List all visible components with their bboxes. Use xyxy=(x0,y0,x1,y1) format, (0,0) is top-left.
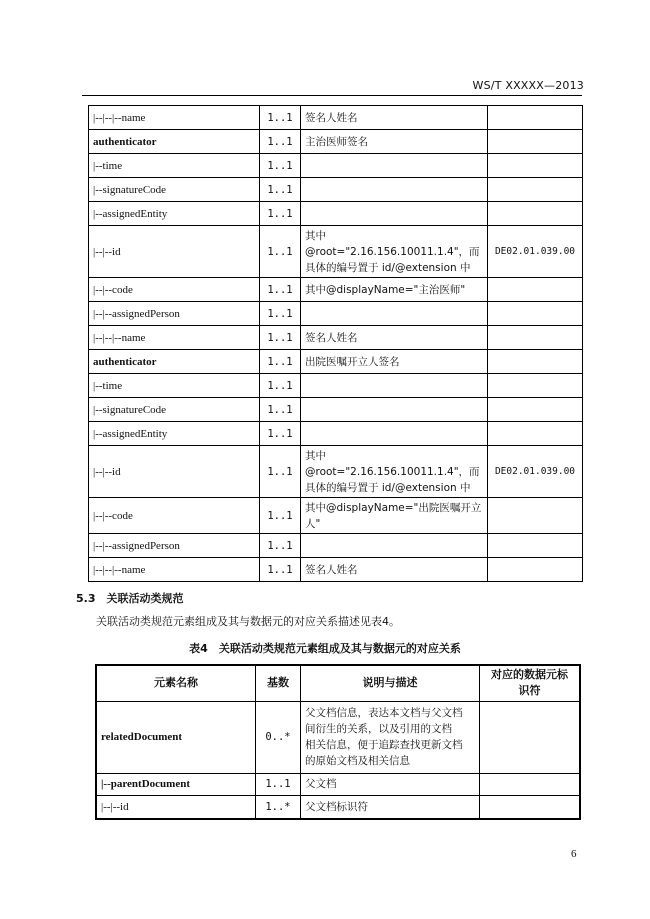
data-element-id-cell xyxy=(480,773,581,795)
signature-table xyxy=(88,105,583,582)
description-cell xyxy=(301,154,488,178)
page-number: 6 xyxy=(571,848,577,860)
table-row xyxy=(89,154,583,178)
description-cell: 出院医嘱开立人签名 xyxy=(301,350,488,374)
data-element-id-cell xyxy=(488,350,583,374)
element-name-cell: |--signatureCode xyxy=(89,178,260,202)
data-element-id-cell xyxy=(488,130,583,154)
table4 xyxy=(95,664,581,820)
element-name-cell: |--|--assignedPerson xyxy=(89,302,260,326)
data-element-id-cell xyxy=(488,558,583,582)
data-element-id-cell xyxy=(488,374,583,398)
description-cell xyxy=(301,795,480,819)
cardinality-cell: 1..1 xyxy=(260,498,301,534)
cardinality-cell: 1..1 xyxy=(260,202,301,226)
description-cell xyxy=(301,773,480,795)
element-name-cell: |--|--id xyxy=(96,795,256,819)
element-name-cell: |--assignedEntity xyxy=(89,422,260,446)
table-row xyxy=(89,226,583,278)
table-row xyxy=(89,106,583,130)
data-element-id-cell xyxy=(488,302,583,326)
header-description: 说明与描述 xyxy=(301,665,480,701)
description-line: 其中 xyxy=(305,449,326,462)
cardinality-cell: 1..1 xyxy=(260,422,301,446)
cardinality-cell: 1..1 xyxy=(260,154,301,178)
description-line: 的原始文档及相关信息 xyxy=(305,755,410,767)
cardinality-cell: 1..1 xyxy=(260,302,301,326)
element-name-cell: |--|--|--name xyxy=(89,106,260,130)
element-name-cell: |--|--code xyxy=(89,498,260,534)
description-line: 父文档信息，表达本文档与父文档 xyxy=(305,707,463,719)
data-element-id-cell xyxy=(488,326,583,350)
table-row xyxy=(89,178,583,202)
element-name-cell: relatedDocument xyxy=(96,701,256,773)
data-element-id-cell xyxy=(488,202,583,226)
data-element-id-cell xyxy=(480,795,581,819)
header-cardinality: 基数 xyxy=(256,665,301,701)
cardinality-cell: 1..1 xyxy=(260,398,301,422)
description-cell xyxy=(301,422,488,446)
element-name-cell: |--|--code xyxy=(89,278,260,302)
data-element-id-cell xyxy=(488,534,583,558)
cardinality-cell: 1..1 xyxy=(260,178,301,202)
table-row xyxy=(89,558,583,582)
table4-caption: 表4 关联活动类规范元素组成及其与数据元的对应关系 xyxy=(189,642,461,655)
cardinality-cell: 0..* xyxy=(256,701,301,773)
description-cell xyxy=(301,534,488,558)
table-row xyxy=(89,130,583,154)
cardinality-cell: 1..1 xyxy=(260,350,301,374)
cardinality-cell: 1..1 xyxy=(260,374,301,398)
cardinality-cell: 1..1 xyxy=(260,326,301,350)
table-row xyxy=(89,534,583,558)
table-row xyxy=(89,498,583,534)
data-element-id-cell xyxy=(488,498,583,534)
header-element-name: 元素名称 xyxy=(96,665,256,701)
element-name-cell: |--|--|--name xyxy=(89,326,260,350)
header-data-element-id-line: 对应的数据元标 xyxy=(491,668,568,682)
cardinality-cell: 1..1 xyxy=(260,226,301,278)
description-cell xyxy=(301,226,488,278)
data-element-id-cell xyxy=(488,422,583,446)
standard-code: WS/T XXXXX—2013 xyxy=(472,79,584,92)
cardinality-cell: 1..1 xyxy=(260,130,301,154)
table-row xyxy=(89,302,583,326)
data-element-id-cell xyxy=(488,106,583,130)
element-name-cell: |--|--id xyxy=(89,226,260,278)
cardinality-cell: 1..1 xyxy=(260,446,301,498)
table-row xyxy=(89,326,583,350)
element-name-cell: |--signatureCode xyxy=(89,398,260,422)
data-element-id-cell xyxy=(488,278,583,302)
element-name-cell: authenticator xyxy=(89,350,260,374)
data-element-id-cell xyxy=(488,178,583,202)
cardinality-cell: 1..1 xyxy=(260,278,301,302)
description-line: 其中 xyxy=(305,229,326,242)
description-line: 父文档标识符 xyxy=(305,800,368,813)
description-line: 间衍生的关系，以及引用的文档 xyxy=(305,723,452,735)
description-line: @root="2.16.156.10011.1.4"，而 xyxy=(305,465,480,478)
table-row xyxy=(96,773,580,795)
cardinality-cell: 1..1 xyxy=(256,773,301,795)
description-cell xyxy=(301,701,480,773)
description-cell: 主治医师签名 xyxy=(301,130,488,154)
table-row xyxy=(89,422,583,446)
element-name-cell: authenticator xyxy=(89,130,260,154)
description-cell xyxy=(301,302,488,326)
description-cell: 其中@displayName="主治医师" xyxy=(301,278,488,302)
element-name-cell: |--|--|--name xyxy=(89,558,260,582)
description-cell: 签名人姓名 xyxy=(301,326,488,350)
description-line: 其中@displayName="出院医嘱开立 xyxy=(305,501,482,514)
element-name-cell: |--|--assignedPerson xyxy=(89,534,260,558)
section-title: 5.3 关联活动类规范 xyxy=(76,592,184,605)
description-line: 父文档 xyxy=(305,778,337,790)
description-line: 具体的编号置于 id/@extension 中 xyxy=(305,261,471,274)
element-name-cell: |--time xyxy=(89,154,260,178)
data-element-id-cell xyxy=(488,398,583,422)
description-cell: 签名人姓名 xyxy=(301,106,488,130)
element-name-cell: |--|--id xyxy=(89,446,260,498)
data-element-id-cell xyxy=(480,701,581,773)
table-row xyxy=(89,278,583,302)
header-rule xyxy=(82,95,582,96)
element-name-cell: |--time xyxy=(89,374,260,398)
cardinality-cell: 1..1 xyxy=(260,534,301,558)
description-cell xyxy=(301,202,488,226)
data-element-id-cell: DE02.01.039.00 xyxy=(488,446,583,498)
section-body: 关联活动类规范元素组成及其与数据元的对应关系描述见表4。 xyxy=(96,615,400,628)
table-row xyxy=(89,350,583,374)
element-name-cell: |--assignedEntity xyxy=(89,202,260,226)
table-row xyxy=(96,795,580,819)
table-row xyxy=(96,701,580,773)
description-cell xyxy=(301,498,488,534)
description-cell: 签名人姓名 xyxy=(301,558,488,582)
header-data-element-id-line: 识符 xyxy=(518,684,541,698)
table-row xyxy=(89,374,583,398)
data-element-id-cell: DE02.01.039.00 xyxy=(488,226,583,278)
table-row xyxy=(89,446,583,498)
description-line: 相关信息，便于追踪查找更新文档 xyxy=(305,739,463,751)
header-data-element-id xyxy=(480,665,581,701)
description-line: @root="2.16.156.10011.1.4"，而 xyxy=(305,245,480,258)
description-cell xyxy=(301,374,488,398)
description-cell xyxy=(301,446,488,498)
cardinality-cell: 1..* xyxy=(256,795,301,819)
cardinality-cell: 1..1 xyxy=(260,106,301,130)
element-name-cell: |--parentDocument xyxy=(96,773,256,795)
table-row xyxy=(89,202,583,226)
description-cell xyxy=(301,398,488,422)
description-line: 具体的编号置于 id/@extension 中 xyxy=(305,481,471,494)
data-element-id-cell xyxy=(488,154,583,178)
description-cell xyxy=(301,178,488,202)
description-line: 人" xyxy=(305,517,321,530)
cardinality-cell: 1..1 xyxy=(260,558,301,582)
table-row xyxy=(89,398,583,422)
